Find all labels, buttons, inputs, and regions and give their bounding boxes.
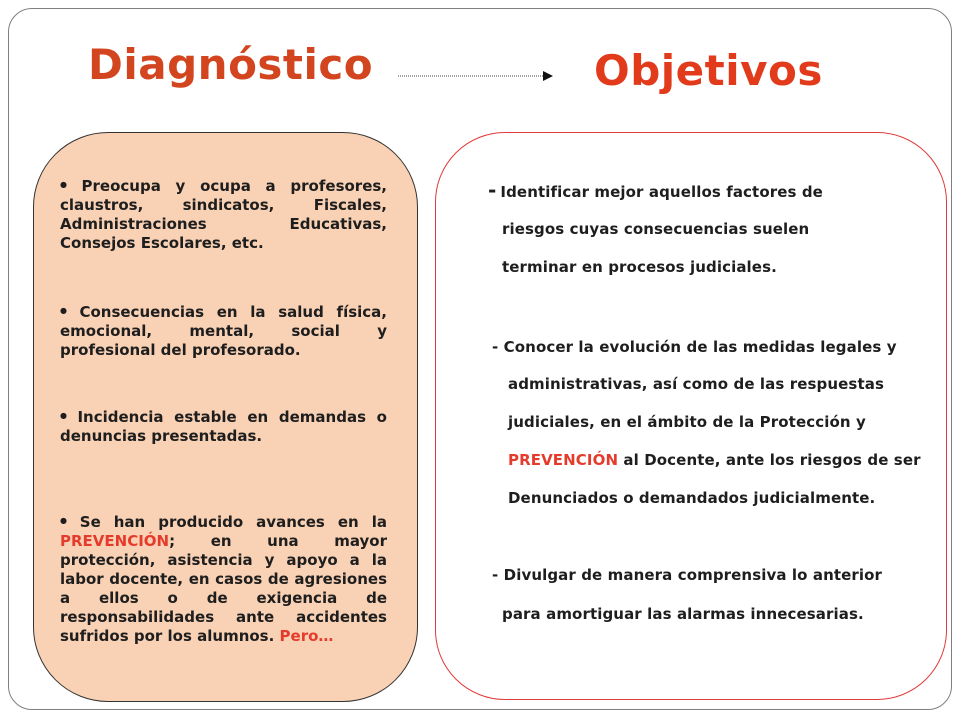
arrow-right-icon [398, 70, 553, 82]
pero-highlight: Pero… [279, 627, 334, 645]
bullet-dot-icon: ● [60, 411, 73, 420]
diagnostico-bullet-3: ● Incidencia estable en demandas o denuncias presentadas. [60, 408, 387, 445]
objetivo-1-line-3: terminar en procesos judiciales. [502, 258, 777, 276]
objetivo-3-line-2: para amortiguar las alarmas innecesarias. [502, 605, 864, 623]
objetivo-3-line-1: - Divulgar de manera comprensiva lo anterior [492, 566, 883, 584]
diagnostico-title: Diagnóstico [88, 40, 374, 89]
bullet-dot-icon: ● [60, 306, 75, 315]
bullet-dot-icon: ● [60, 516, 75, 525]
diagnostico-bullet-2: ● Consecuencias en la salud física, emocional, mental, social y profesional del profesorado. [60, 303, 387, 359]
objetivo-2-line-2: administrativas, así como de las respuestas [508, 375, 884, 393]
objetivo-2-line-5: Denunciados o demandados judicialmente. [508, 489, 876, 507]
objetivo-2-line-1: - Conocer la evolución de las medidas legales y [492, 338, 897, 356]
diagnostico-bullet-4: ● Se han producido avances en la PREVENCIÓN; en una mayor protección, asistencia y apoyo a la labor docente, en casos de agresiones a ellos o de exigencia de responsabilidades ante accidentes sufridos por los alumnos. Pero… [60, 513, 387, 645]
objetivo-1-line-1: - Identificar mejor aquellos factores de [488, 178, 823, 202]
bullet-dot-icon: ● [60, 180, 77, 189]
objetivo-1-line-2: riesgos cuyas consecuencias suelen [502, 220, 810, 238]
prevencion-highlight: PREVENCIÓN [60, 532, 170, 550]
diagnostico-bullet-1: ● Preocupa y ocupa a profesores, claustros, sindicatos, Fiscales, Administraciones Educativas, Consejos Escolares, etc. [60, 177, 387, 252]
prevencion-highlight: PREVENCIÓN [508, 451, 619, 469]
objetivo-2-line-3: judiciales, en el ámbito de la Protección y [508, 413, 866, 431]
objetivo-2-line-4: PREVENCIÓN al Docente, ante los riesgos de ser [508, 451, 921, 469]
objetivos-title: Objetivos [594, 46, 823, 95]
